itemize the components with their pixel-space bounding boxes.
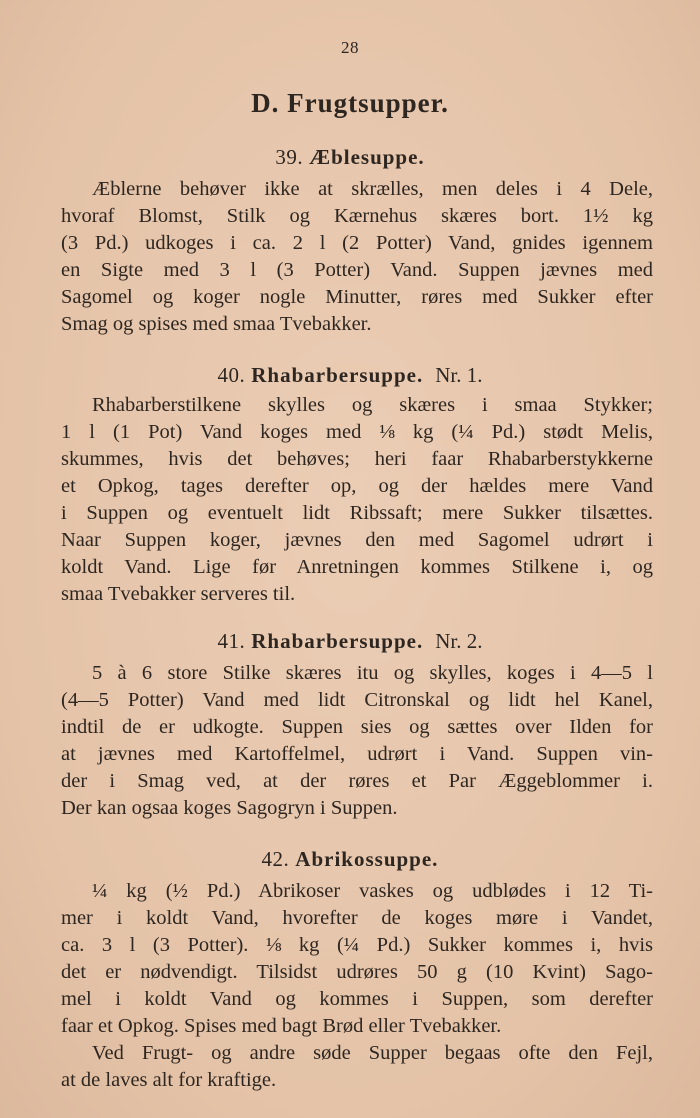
recipe-heading-41 [0,628,700,654]
text-line: 5 à 6 store Stilke skæres itu og skylles, koges i 4—5 l [92,662,653,684]
text-line: Ved Frugt- og andre søde Supper begaas ofte den Fejl, [92,1042,653,1064]
recipe-number: 39. [275,145,304,169]
text-line: Der kan ogsaa koges Sagogryn i Suppen. [61,797,398,819]
text-line: koldt Vand. Lige før Anretningen kommes Stilkene i, og [61,556,653,578]
text-line: mel i koldt Vand og kommes i Suppen, som derefter [61,988,653,1010]
recipe-number: 41. [217,629,246,653]
text-line: det er nødvendigt. Tilsidst udrøres 50 g (10 Kvint) Sago- [61,961,653,983]
text-line: Naar Suppen koger, jævnes den med Sagomel udrørt i [61,529,653,551]
text-line: faar et Opkog. Spises med bagt Brød eller Tvebakker. [61,1015,502,1037]
text-line: at de laves alt for kraftige. [61,1069,277,1091]
text-line: Sagomel og koger nogle Minutter, røres med Sukker efter [61,286,653,308]
text-line: en Sigte med 3 l (3 Potter) Vand. Suppen jævnes med [61,259,653,281]
recipe-body-39 [61,176,653,338]
recipe-number: 42. [261,847,290,871]
text-line: (4—5 Potter) Vand med lidt Citronskal og lidt hel Kanel, [61,689,653,711]
recipe-variant: Nr. 2. [435,629,483,653]
recipe-heading-42 [0,846,700,872]
text-line: (3 Pd.) udkoges i ca. 2 l (2 Potter) Vand, gnides igennem [61,232,653,254]
text-line: ca. 3 l (3 Potter). ⅛ kg (¼ Pd.) Sukker kommes i, hvis [61,934,653,956]
text-line: Smag og spises med smaa Tvebakker. [61,313,372,335]
recipe-name: Æblesuppe. [309,145,425,169]
recipe-body-42 [61,878,653,1094]
recipe-number: 40. [217,363,246,387]
recipe-variant: Nr. 1. [435,363,483,387]
text-line: 1 l (1 Pot) Vand koges med ⅛ kg (¼ Pd.) stødt Melis, [61,421,653,443]
recipe-name: Rhabarbersuppe. [251,629,424,653]
recipe-name: Abrikossuppe. [295,847,439,871]
text-line: mer i koldt Vand, hvorefter de koges møre i Vandet, [61,907,653,929]
page-number: 28 [341,38,359,57]
section-title: D. Frugtsupper. [251,88,449,118]
recipe-body-40 [61,392,653,608]
recipe-name: Rhabarbersuppe. [251,363,424,387]
text-line: ¼ kg (½ Pd.) Abrikoser vaskes og udblødes i 12 Ti- [92,880,653,902]
recipe-heading-39 [0,144,700,170]
text-line: skummes, hvis det behøves; heri faar Rhabarberstykkerne [61,448,653,470]
recipe-heading-40 [0,362,700,388]
text-line: Rhabarberstilkene skylles og skæres i smaa Stykker; [92,394,653,416]
recipe-body-41 [61,660,653,822]
text-line: der i Smag ved, at der røres et Par Æggeblommer i. [61,770,653,792]
text-line: et Opkog, tages derefter op, og der hældes mere Vand [61,475,653,497]
text-line: at jævnes med Kartoffelmel, udrørt i Vand. Suppen vin- [61,743,653,765]
text-line: Æblerne behøver ikke at skrælles, men deles i 4 Dele, [92,178,653,200]
text-line: indtil de er udkogte. Suppen sies og sættes over Ilden for [61,716,653,738]
text-line: smaa Tvebakker serveres til. [61,583,296,605]
text-line: hvoraf Blomst, Stilk og Kærnehus skæres bort. 1½ kg [61,205,653,227]
text-line: i Suppen og eventuelt lidt Ribssaft; mere Sukker tilsættes. [61,502,653,524]
